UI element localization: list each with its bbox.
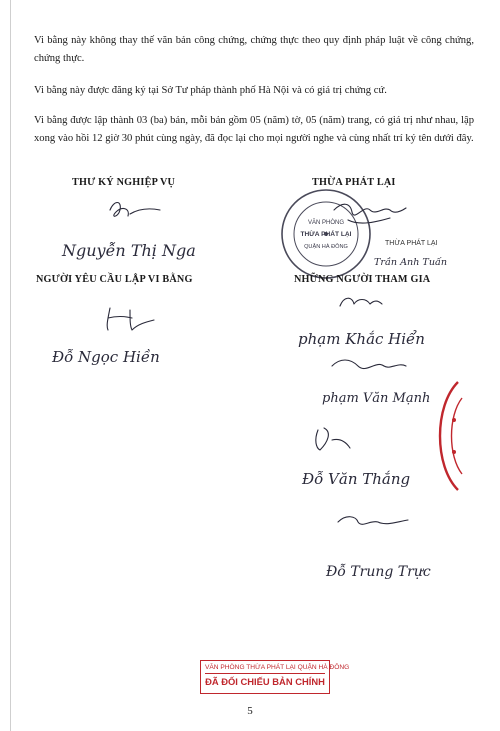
bailiff-heading: THỪA PHÁT LẠI <box>312 177 396 188</box>
seal-text-bottom: QUẬN HÀ ĐÔNG <box>304 244 348 250</box>
stamp-certified-line: ĐÃ ĐỐI CHIẾU BẢN CHÍNH <box>205 676 325 687</box>
participants-heading: NHỮNG NGƯỜI THAM GIA <box>294 274 431 285</box>
participant-3-name: Đỗ Văn Thắng <box>302 470 411 488</box>
stamp-office-line: VĂN PHÒNG THỪA PHÁT LẠI QUẬN HÀ ĐÔNG <box>205 663 325 674</box>
bailiff-name-handwritten <box>372 250 472 272</box>
paragraph-notarization: Vi bằng này không thay thế văn bản công chứng, chứng thực theo quy định pháp luật về công chứng, chứng thực. <box>34 35 474 64</box>
requester-signature <box>50 300 200 374</box>
scan-margin-line <box>10 0 11 731</box>
participant-4-name: Đỗ Trung Trực <box>326 564 431 580</box>
bailiff-label: THỪA PHÁT LẠI <box>385 240 438 247</box>
participant-1-name: phạm Khắc Hiển <box>298 330 425 348</box>
page-number: 5 <box>247 705 253 717</box>
secretary-heading: THƯ KÝ NGHIỆP VỤ <box>72 177 176 188</box>
participant-4-signature <box>322 510 472 590</box>
requester-name: Đỗ Ngọc Hiền <box>52 348 160 366</box>
participant-1-signature <box>296 294 466 356</box>
bailiff-signature <box>330 196 410 236</box>
secretary-name: Nguyễn Thị Nga <box>62 241 196 260</box>
participant-2-name: phạm Văn Mạnh <box>322 391 431 406</box>
requester-heading: NGƯỜI YÊU CẦU LẬP VI BẰNG <box>36 274 193 285</box>
participant-3-signature <box>298 420 468 496</box>
paragraph-copies: Vi bằng được lập thành 03 (ba) bản, mỗi bản gồm 05 (năm) tờ, 05 (năm) trang, có giá trị như nhau, lập xong vào hồi 12 giờ 30 phút cùng ngày, đã đọc lại cho mọi người nghe và cùng nhất trí ký tên dưới đây. <box>34 115 474 144</box>
certified-copy-stamp <box>200 660 350 694</box>
paragraph-registration: Vi bằng này được đăng ký tại Sở Tư pháp thành phố Hà Nội và có giá trị chứng cứ. <box>34 85 387 96</box>
bailiff-name: Trần Anh Tuấn <box>374 257 448 268</box>
seal-text-mid: THỪA PHÁT LẠI <box>300 231 352 238</box>
seal-text-top: VĂN PHÒNG <box>307 220 345 226</box>
secretary-signature <box>60 196 196 266</box>
